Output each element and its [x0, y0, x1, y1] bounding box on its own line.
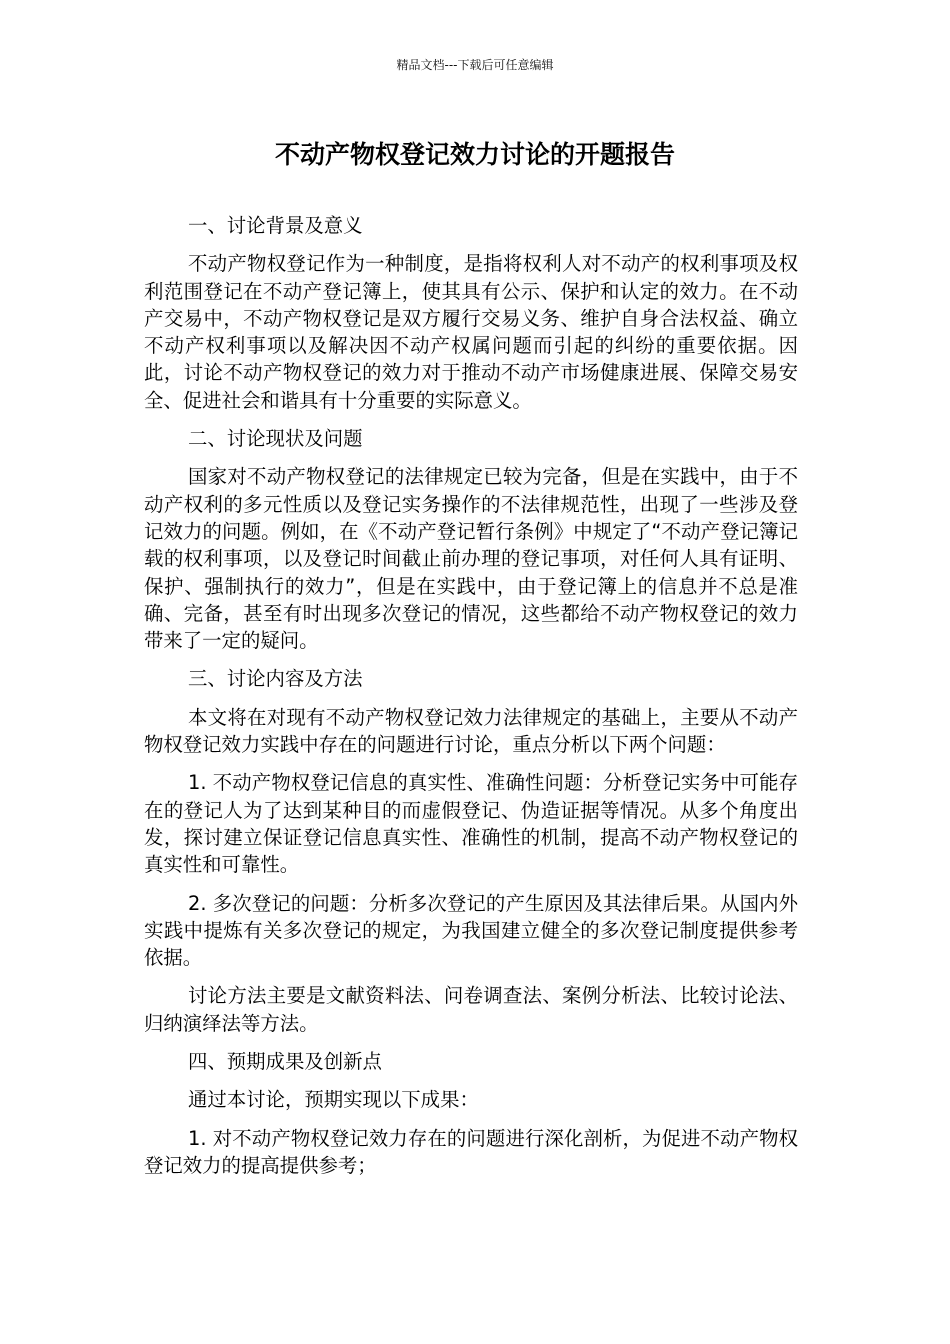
- paragraph-methods: 讨论方法主要是文献资料法、问卷调查法、案例分析法、比较讨论法、归纳演绎法等方法。: [144, 984, 798, 1035]
- section-heading-status: 二、讨论现状及问题: [188, 427, 363, 451]
- document-title: 不动产物权登记效力讨论的开题报告: [274, 140, 675, 169]
- paragraph-content-intro: 本文将在对现有不动产物权登记效力法律规定的基础上，主要从不动产物权登记效力实践中存在的问题进行讨论，重点分析以下两个问题：: [144, 705, 798, 757]
- section-heading-outcomes: 四、预期成果及创新点: [188, 1050, 382, 1074]
- paragraph-outcomes-intro: 通过本讨论，预期实现以下成果：: [188, 1088, 479, 1112]
- page-header-note: 精品文档---下载后可任意编辑: [396, 58, 554, 72]
- paragraph-issue-1: 1. 不动产物权登记信息的真实性、准确性问题：分析登记实务中可能存在的登记人为了达到某种目的而虚假登记、伪造证据等情况。从多个角度出发，探讨建立保证登记信息真实性、准确性的机制，提高不动产物权登记的真实性和可靠性。: [144, 771, 798, 877]
- paragraph-status: 国家对不动产物权登记的法律规定已较为完备，但是在实践中，由于不动产权利的多元性质以及登记实务操作的不法律规范性，出现了一些涉及登记效力的问题。例如，在《不动产登记暂行条例》中规定了“不动产登记簿记载的权利事项，以及登记时间截止前办理的登记事项，对任何人具有证明、保护、强制执行的效力”，但是在实践中，由于登记簿上的信息并不总是准确、完备，甚至有时出现多次登记的情况，这些都给不动产物权登记的效力带来了一定的疑问。: [144, 465, 798, 653]
- paragraph-issue-2: 2. 多次登记的问题：分析多次登记的产生原因及其法律后果。从国内外实践中提炼有关多次登记的规定，为我国建立健全的多次登记制度提供参考依据。: [144, 891, 798, 970]
- section-heading-background: 一、讨论背景及意义: [188, 214, 363, 237]
- paragraph-background: 不动产物权登记作为一种制度，是指将权利人对不动产的权利事项及权利范围登记在不动产登记簿上，使其具有公示、保护和认定的效力。在不动产交易中，不动产物权登记是双方履行交易义务、维护自身合法权益、确立不动产权利事项以及解决因不动产权属问题而引起的纠纷的重要依据。因此，讨论不动产物权登记的效力对于推动不动产市场健康进展、保障交易安全、促进社会和谐具有十分重要的实际意义。: [144, 252, 798, 412]
- document-body: [144, 212, 798, 1190]
- paragraph-outcome-1: 1. 对不动产物权登记效力存在的问题进行深化剖析，为促进不动产物权登记效力的提高提供参考；: [144, 1126, 798, 1177]
- section-heading-content-method: 三、讨论内容及方法: [188, 667, 363, 691]
